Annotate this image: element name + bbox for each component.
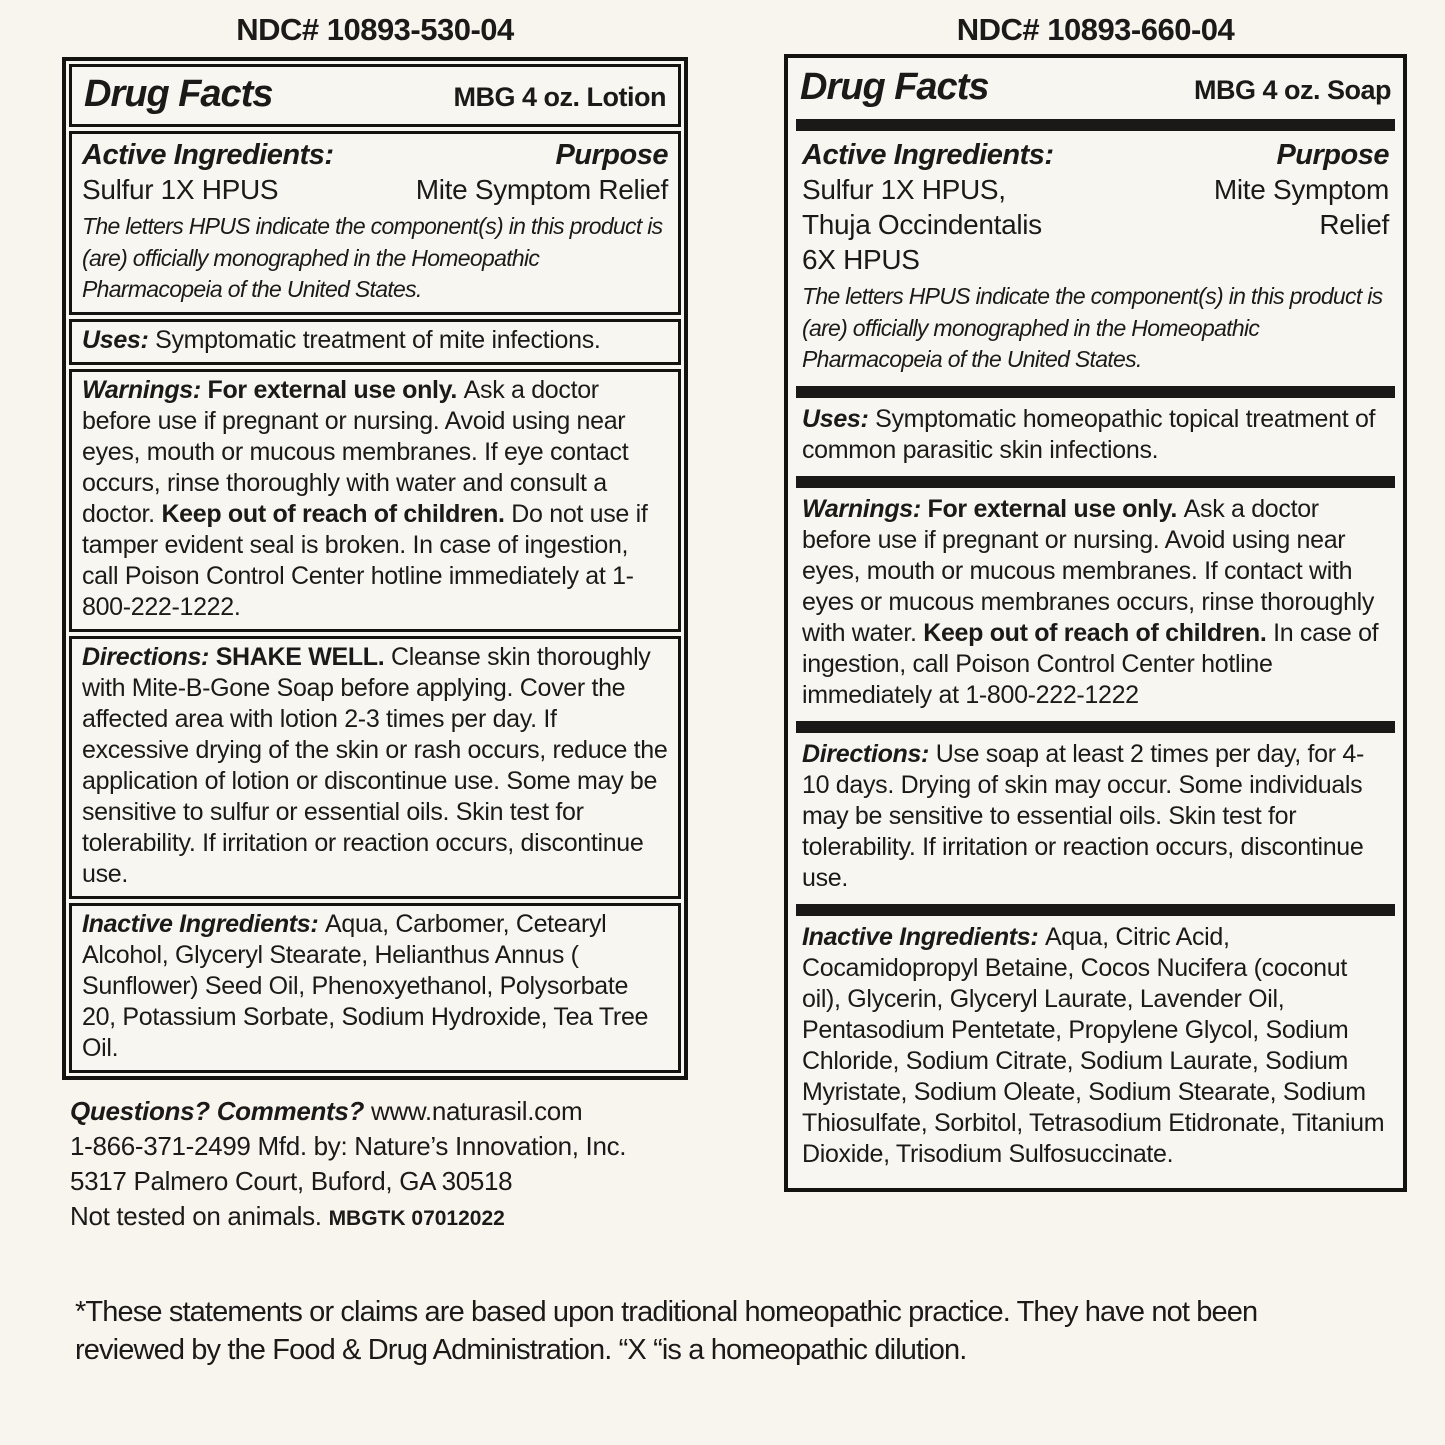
lotion-questions-label: Questions? Comments?: [70, 1096, 371, 1127]
lotion-not-tested-text: Not tested on animals.: [70, 1201, 329, 1232]
lotion-footer: [70, 1094, 690, 1234]
soap-uses-section: Uses: Symptomatic homeopathic topical treatment of common parasitic skin infections.: [802, 405, 1376, 465]
lotion-column: [0, 0, 722, 1235]
divider-bar: [796, 904, 1395, 916]
homeopathic-disclaimer: [75, 1293, 1395, 1370]
soap-purpose-heading: Purpose: [1276, 139, 1389, 171]
soap-active-heading-row: [802, 139, 1389, 172]
disclaimer-line-2: reviewed by the Food & Drug Administration. “X “is a homeopathic dilution.: [75, 1333, 967, 1366]
soap-purpose-value: Mite Symptom Relief: [1213, 174, 1389, 240]
soap-active-ingredients-section: [788, 133, 1403, 384]
soap-hpus-note: The letters HPUS indicate the component(s) in this product is (are) officially monographed in the Homeopathic Pharmacopeia of the United States.: [802, 283, 1383, 373]
soap-header-box: [788, 60, 1403, 117]
soap-product-name: MBG 4 oz. Soap: [1193, 75, 1391, 105]
soap-directions-section: Directions: Use soap at least 2 times per day, for 4-10 days. Drying of skin may occur. Some individuals may be sensitive to essential oils. Skin test for tolerability. If irritation or reaction occurs, discontinue use.: [802, 740, 1364, 893]
lotion-active-ingredients-section: [69, 131, 681, 315]
lotion-header-box: [69, 64, 681, 127]
lotion-footer-address-line: 5317 Palmero Court, Buford, GA 30518: [70, 1166, 513, 1197]
divider-bar: [796, 721, 1395, 733]
soap-ndc-number: NDC# 10893-660-04: [956, 12, 1235, 47]
soap-drug-facts-title: Drug Facts: [800, 66, 989, 108]
lotion-footer-phone-mfd-line: 1-866-371-2499 Mfd. by: Nature’s Innovation, Inc.: [70, 1131, 627, 1162]
lotion-lot-code: MBGTK 07012022: [328, 1207, 505, 1231]
lotion-drug-facts-title: Drug Facts: [84, 73, 273, 115]
lotion-ndc-number: NDC# 10893-530-04: [236, 12, 514, 47]
divider-bar: [796, 476, 1395, 488]
lotion-purpose-heading: Purpose: [555, 139, 668, 171]
lotion-footer-questions-line: [70, 1094, 690, 1129]
soap-warnings-section: Warnings: For external use only. Ask a doctor before use if pregnant or nursing. Avoid using near eyes, mouth or mucous membranes. If contact with eyes or mucous membranes occurs, rinse thoroughly with water. Keep out of reach of children. In case of ingestion, call Poison Control Center hotline immediately at 1-800-222-1222: [802, 495, 1379, 710]
lotion-product-name: MBG 4 oz. Lotion: [453, 82, 666, 112]
lotion-uses-section: Uses: Symptomatic treatment of mite infections.: [69, 319, 681, 365]
soap-drug-facts-panel: [784, 54, 1407, 1192]
divider-bar: [796, 386, 1395, 398]
lotion-active-heading: Active Ingredients:: [82, 139, 334, 171]
soap-active-heading: Active Ingredients:: [802, 139, 1054, 171]
lotion-active-heading-row: [82, 139, 668, 172]
lotion-warnings-section: Warnings: For external use only. Ask a doctor before use if pregnant or nursing. Avoid using near eyes, mouth or mucous membranes. If eye contact occurs, rinse thoroughly with water and consult a doctor. Keep out of reach of children. Do not use if tamper evident seal is broken. In case of ingestion, call Poison Control Center hotline immediately at 1-800-222-1222.: [69, 369, 681, 632]
divider-bar: [796, 119, 1395, 131]
lotion-inactive-ingredients-section: Inactive Ingredients: Aqua, Carbomer, Cetearyl Alcohol, Glyceryl Stearate, Helianthus Annus ( Sunflower) Seed Oil, Phenoxyethanol, Polysorbate 20, Potassium Sorbate, Sodium Hydroxide, Tea Tree Oil.: [69, 903, 681, 1073]
lotion-drug-facts-panel: [62, 57, 688, 1080]
soap-ingredient-row: [802, 172, 1389, 277]
disclaimer-line-1: *These statements or claims are based upon traditional homeopathic practice. They have not been: [75, 1295, 1258, 1328]
lotion-ingredient-row: [82, 172, 668, 207]
lotion-footer-animals-line: [70, 1199, 690, 1234]
lotion-ingredient-name: Sulfur 1X HPUS: [82, 174, 279, 205]
soap-inactive-ingredients-section: Inactive Ingredients: Aqua, Citric Acid, Cocamidopropyl Betaine, Cocos Nucifera (coconut oil), Glycerin, Glyceryl Laurate, Lavender Oil, Pentasodium Pentetate, Propylene Glycol, Sodium Chloride, Sodium Citrate, Sodium Laurate, Sodium Myristate, Sodium Oleate, Sodium Stearate, Sodium Thiosulfate, Sorbitol, Tetrasodium Etidronate, Titanium Dioxide, Trisodium Sulfosuccinate.: [802, 923, 1385, 1169]
lotion-purpose-value: Mite Symptom Relief: [415, 174, 668, 205]
lotion-website: www.naturasil.com: [370, 1096, 583, 1127]
soap-column: [722, 0, 1445, 1235]
soap-ingredient-names: Sulfur 1X HPUS, Thuja Occindentalis 6X HPUS: [802, 174, 1042, 275]
lotion-hpus-note: The letters HPUS indicate the component(s) in this product is (are) officially monographed in the Homeopathic Pharmacopeia of the United States.: [82, 213, 663, 303]
lotion-directions-section: Directions: SHAKE WELL. Cleanse skin thoroughly with Mite-B-Gone Soap before applying. Cover the affected area with lotion 2-3 times per day. If excessive drying of the skin or rash occurs, reduce the application of lotion or discontinue use. Some may be sensitive to sulfur or essential oils. Skin test for tolerability. If irritation or reaction occurs, discontinue use.: [69, 636, 681, 899]
